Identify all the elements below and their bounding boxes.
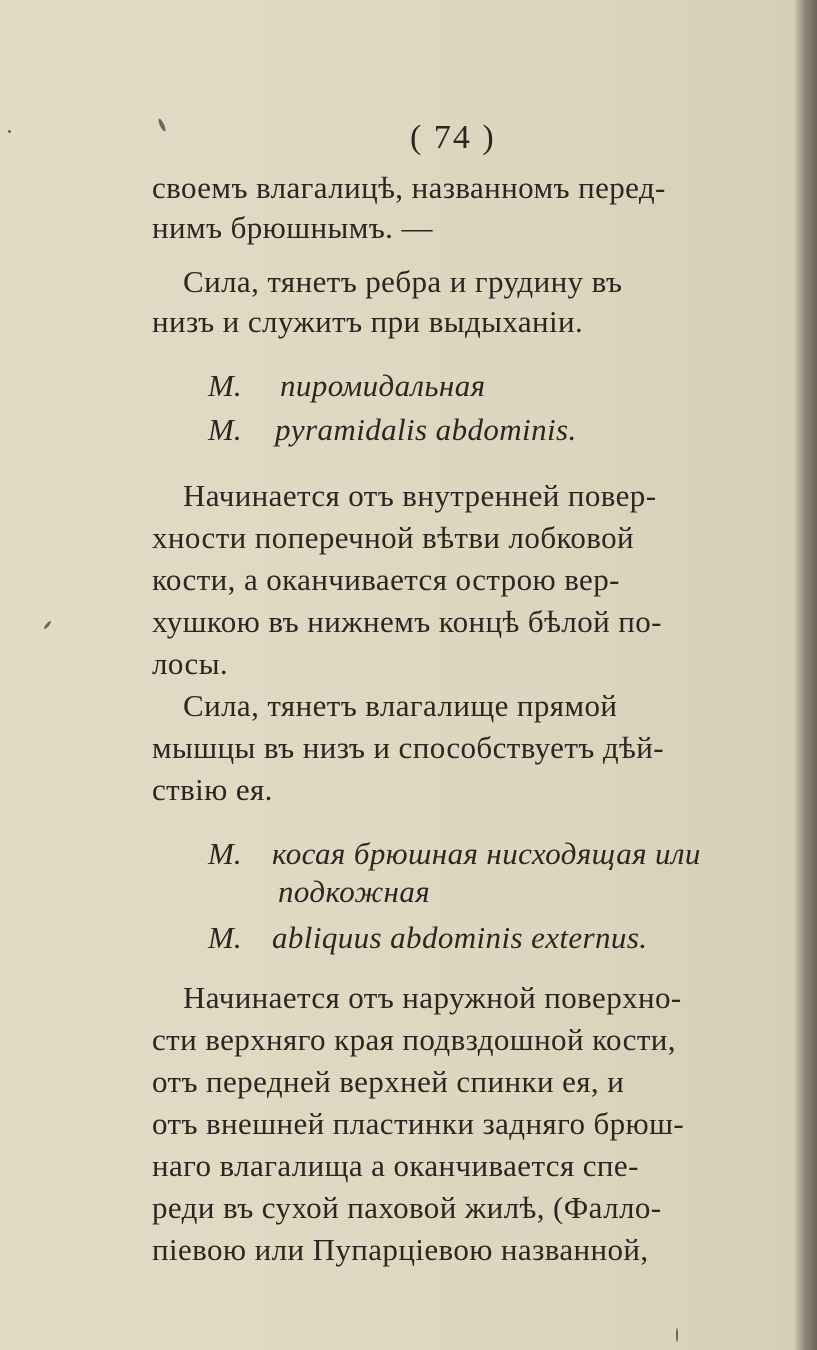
muscle-name-la-1: pyramidalis abdominis. xyxy=(275,412,577,447)
muscle-prefix: M. xyxy=(208,836,242,871)
muscle-prefix: M. xyxy=(208,412,242,447)
force-line-3: Сила, тянетъ влагалище прямой xyxy=(183,688,618,723)
ink-speck xyxy=(157,118,167,132)
text-line-4: хности поперечной вѣтви лобковой xyxy=(152,520,634,555)
text-line-1: своемъ влагалицѣ, названномъ перед- xyxy=(152,170,666,205)
text-line-7: лосы. xyxy=(152,646,229,681)
text-line-12: наго влагалища а оканчивается спе- xyxy=(152,1148,639,1183)
muscle-name-ru-1: пиромидальная xyxy=(280,368,486,403)
force-line-4: мышцы въ низъ и способствуетъ дѣй- xyxy=(152,730,664,765)
muscle-prefix: M. xyxy=(208,368,242,403)
text-line-8: Начинается отъ наружной поверхно- xyxy=(183,980,682,1015)
text-line-2: нимъ брюшнымъ. — xyxy=(152,210,433,245)
text-line-13: реди въ сухой паховой жилѣ, (Фалло- xyxy=(152,1190,662,1225)
ink-speck xyxy=(43,620,52,630)
text-line-14: піевою или Пупарціевою названной, xyxy=(152,1232,649,1267)
muscle-name-la-2: abliquus abdominis externus. xyxy=(272,920,648,955)
muscle-prefix: M. xyxy=(208,920,242,955)
text-line-5: кости, а оканчивается острою вер- xyxy=(152,562,620,597)
page-number: ( 74 ) xyxy=(410,119,496,156)
muscle-name-ru-2-cont: подкожная xyxy=(278,874,431,909)
text-line-9: сти верхняго края подвздошной кости, xyxy=(152,1022,676,1057)
text-line-11: отъ внешней пластинки задняго брюш- xyxy=(152,1106,685,1141)
text-line-3: Начинается отъ внутренней повер- xyxy=(183,478,657,513)
force-line-5: ствію ея. xyxy=(152,772,273,807)
ink-speck xyxy=(676,1328,678,1342)
text-line-6: хушкою въ нижнемъ концѣ бѣлой по- xyxy=(152,604,662,639)
ink-speck xyxy=(8,130,11,133)
force-line-2: низъ и служитъ при выдыханіи. xyxy=(152,304,584,339)
page-gutter-shadow xyxy=(795,0,817,1350)
muscle-name-ru-2: косая брюшная нисходящая или xyxy=(272,836,701,871)
force-line-1: Сила, тянетъ ребра и грудину въ xyxy=(183,264,623,299)
text-line-10: отъ передней верхней спинки ея, и xyxy=(152,1064,625,1099)
